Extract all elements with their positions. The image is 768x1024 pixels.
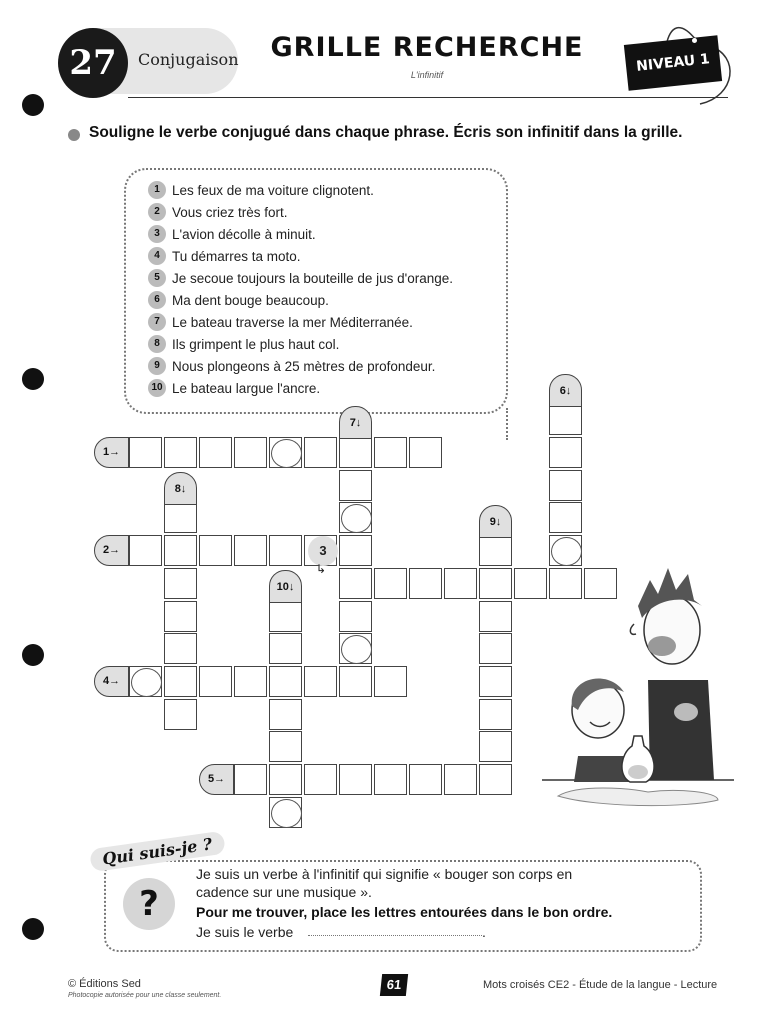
- grid-cell[interactable]: [374, 666, 407, 697]
- sentence-2: [148, 202, 288, 222]
- instruction-bullet-icon: [68, 129, 80, 141]
- clue-label-8: 8↓: [164, 472, 197, 505]
- riddle-line-4: Je suis le verbe: [196, 924, 294, 940]
- grid-cell[interactable]: [164, 601, 197, 632]
- grid-cell[interactable]: [164, 568, 197, 599]
- chapter-number: 27: [58, 28, 128, 98]
- sentence-number: 6: [148, 291, 166, 309]
- riddle-line-4-end: .: [482, 924, 486, 940]
- grid-cell[interactable]: [479, 699, 512, 730]
- header-divider: [128, 97, 728, 98]
- sentence-number: 10: [148, 379, 166, 397]
- sentence-8: [148, 334, 339, 354]
- sentence-text: Tu démarres ta moto.: [172, 248, 301, 264]
- grid-cell[interactable]: [269, 601, 302, 632]
- sentence-text: Ils grimpent le plus haut col.: [172, 336, 340, 352]
- level-tag: NIVEAU 1: [624, 35, 722, 91]
- circled-letter-marker: [271, 439, 302, 468]
- grid-cell[interactable]: [339, 535, 372, 566]
- grid-cell[interactable]: [339, 502, 372, 533]
- clue-label-9: 9↓: [479, 505, 512, 538]
- punch-hole: [22, 94, 44, 116]
- sentence-text: Les feux de ma voiture clignotent.: [172, 182, 374, 198]
- grid-cell[interactable]: [549, 502, 582, 533]
- bubble-tail: [472, 408, 508, 440]
- chapter-label: Conjugaison: [138, 50, 239, 69]
- grid-cell[interactable]: [269, 797, 302, 828]
- page-subtitle: L'infinitif: [410, 70, 444, 80]
- sentence-text: Ma dent bouge beaucoup.: [172, 292, 329, 308]
- grid-cell[interactable]: [339, 568, 372, 599]
- riddle-line-2: cadence sur une musique ».: [196, 884, 372, 900]
- grid-cell[interactable]: [339, 666, 372, 697]
- sentence-number: 4: [148, 247, 166, 265]
- grid-cell[interactable]: [479, 666, 512, 697]
- grid-cell[interactable]: [374, 764, 407, 795]
- grid-cell[interactable]: [164, 535, 197, 566]
- sentence-text: Nous plongeons à 25 mètres de profondeur.: [172, 358, 436, 374]
- circled-letter-marker: [131, 668, 162, 697]
- grid-cell[interactable]: [339, 633, 372, 664]
- sentence-text: Le bateau largue l'ancre.: [172, 380, 321, 396]
- grid-cell[interactable]: [479, 601, 512, 632]
- footer-notice: Photocopie autorisée pour une classe seulement.: [68, 992, 222, 999]
- instruction: Souligne le verbe conjugué dans chaque phrase. Écris son infinitif dans la grille.: [89, 124, 683, 141]
- answer-blank[interactable]: [308, 935, 482, 936]
- footer-publisher: © Éditions Sed: [68, 978, 141, 990]
- sentence-3: [148, 224, 316, 244]
- sentence-number: 5: [148, 269, 166, 287]
- grid-cell[interactable]: [269, 731, 302, 762]
- clue-3-arrow-icon: ↳: [316, 562, 327, 576]
- grid-cell[interactable]: [549, 470, 582, 501]
- grid-cell[interactable]: [374, 568, 407, 599]
- grid-cell[interactable]: [409, 764, 442, 795]
- grid-cell[interactable]: [199, 535, 232, 566]
- grid-cell[interactable]: [129, 535, 162, 566]
- page-number: 61: [380, 974, 408, 996]
- grid-cell[interactable]: [409, 437, 442, 468]
- tag-hole: [692, 38, 697, 43]
- grid-cell[interactable]: [234, 535, 267, 566]
- sentence-10: [148, 378, 320, 398]
- grid-cell[interactable]: [374, 437, 407, 468]
- riddle-line-3: Pour me trouver, place les lettres entourées dans le bon ordre.: [196, 904, 613, 920]
- punch-hole: [22, 644, 44, 666]
- sentence-text: Vous criez très fort.: [172, 204, 288, 220]
- clue-label-5: 5→: [199, 764, 234, 795]
- clue-label-1: 1→: [94, 437, 129, 468]
- clue-label-10: 10↓: [269, 570, 302, 603]
- grid-cell[interactable]: [199, 666, 232, 697]
- grid-cell[interactable]: [269, 764, 302, 795]
- sentence-number: 9: [148, 357, 166, 375]
- grid-cell[interactable]: [164, 633, 197, 664]
- riddle-line-1: Je suis un verbe à l'infinitif qui signifie « bouger son corps en: [196, 866, 573, 882]
- grid-cell[interactable]: [409, 568, 442, 599]
- grid-cell[interactable]: [304, 764, 337, 795]
- grid-cell[interactable]: [269, 437, 302, 468]
- sentence-text: L'avion décolle à minuit.: [172, 226, 316, 242]
- grid-cell[interactable]: [479, 535, 512, 566]
- sentence-7: [148, 312, 413, 332]
- circled-letter-marker: [341, 635, 372, 664]
- grid-cell[interactable]: [549, 404, 582, 435]
- grid-cell[interactable]: [269, 535, 302, 566]
- clue-label-2: 2→: [94, 535, 129, 566]
- grid-cell[interactable]: [269, 666, 302, 697]
- grid-cell[interactable]: [479, 764, 512, 795]
- sentence-1: [148, 180, 374, 200]
- grid-cell[interactable]: [339, 764, 372, 795]
- kids-illustration: [538, 560, 738, 820]
- sentence-number: 8: [148, 335, 166, 353]
- grid-cell[interactable]: [304, 666, 337, 697]
- sentence-number: 7: [148, 313, 166, 331]
- grid-cell[interactable]: [269, 699, 302, 730]
- sentence-number: 2: [148, 203, 166, 221]
- sentence-9: [148, 356, 435, 376]
- grid-cell[interactable]: [444, 764, 477, 795]
- sentence-6: [148, 290, 329, 310]
- grid-cell[interactable]: [164, 699, 197, 730]
- punch-hole: [22, 918, 44, 940]
- sentence-4: [148, 246, 301, 266]
- grid-cell[interactable]: [339, 470, 372, 501]
- grid-cell[interactable]: [164, 666, 197, 697]
- grid-cell[interactable]: [164, 502, 197, 533]
- grid-cell[interactable]: [479, 568, 512, 599]
- circled-letter-marker: [341, 504, 372, 533]
- sentence-text: Le bateau traverse la mer Méditerranée.: [172, 314, 413, 330]
- grid-cell[interactable]: [164, 437, 197, 468]
- grid-cell[interactable]: [129, 437, 162, 468]
- grid-cell[interactable]: [269, 633, 302, 664]
- clue-label-7: 7↓: [339, 406, 372, 439]
- circled-letter-marker: [271, 799, 302, 828]
- grid-cell[interactable]: [199, 437, 232, 468]
- sentence-5: [148, 268, 453, 288]
- grid-cell[interactable]: [339, 601, 372, 632]
- grid-cell[interactable]: [129, 666, 162, 697]
- grid-cell[interactable]: [444, 568, 477, 599]
- grid-cell[interactable]: [479, 731, 512, 762]
- punch-hole: [22, 368, 44, 390]
- clue-label-3: 3: [308, 536, 338, 566]
- clue-label-6: 6↓: [549, 374, 582, 407]
- grid-cell[interactable]: [549, 437, 582, 468]
- question-mark-icon: ?: [123, 878, 175, 930]
- grid-cell[interactable]: [479, 633, 512, 664]
- footer-book-title: Mots croisés CE2 - Étude de la langue - Lecture: [483, 979, 718, 991]
- riddle-title: Qui suis-je ?: [89, 831, 225, 872]
- grid-cell[interactable]: [339, 437, 372, 468]
- grid-cell[interactable]: [304, 437, 337, 468]
- sentence-number: 3: [148, 225, 166, 243]
- sentence-text: Je secoue toujours la bouteille de jus d'orange.: [172, 270, 454, 286]
- grid-cell[interactable]: [234, 764, 267, 795]
- page-title: GRILLE RECHERCHE: [270, 32, 584, 63]
- sentence-number: 1: [148, 181, 166, 199]
- grid-cell[interactable]: [234, 666, 267, 697]
- clue-label-4: 4→: [94, 666, 129, 697]
- grid-cell[interactable]: [234, 437, 267, 468]
